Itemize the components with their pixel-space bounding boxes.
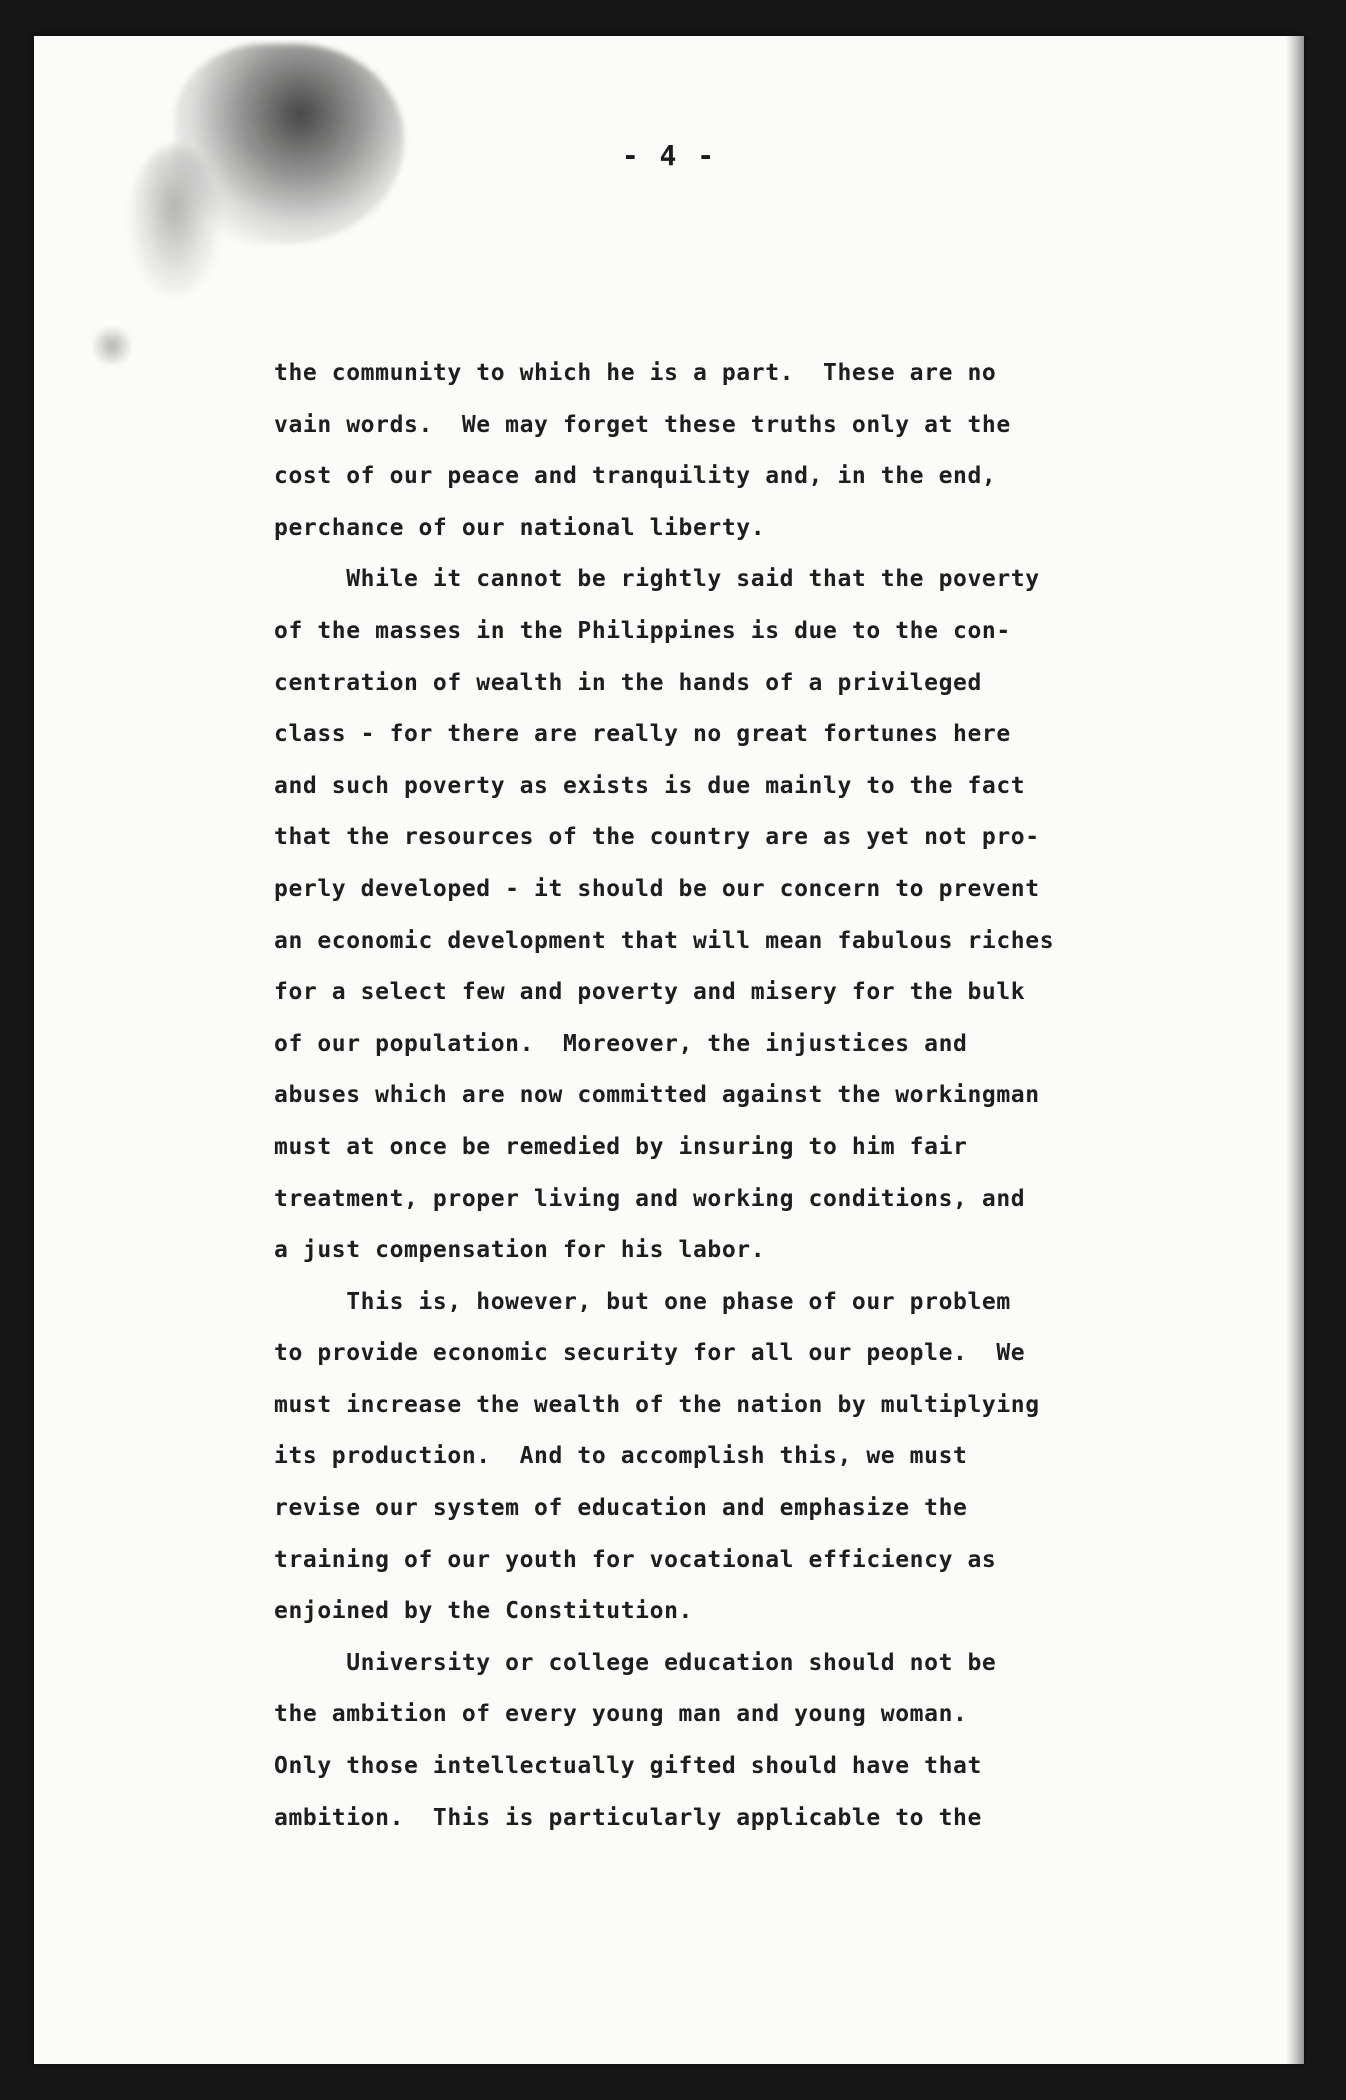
- text-line: a just compensation for his labor.: [274, 1237, 766, 1264]
- text-line: cost of our peace and tranquility and, in the end,: [274, 463, 997, 490]
- text-line: the ambition of every young man and young woman.: [274, 1701, 968, 1728]
- text-line: vain words. We may forget these truths only at the: [274, 411, 1011, 438]
- text-line: centration of wealth in the hands of a privileged: [274, 669, 982, 696]
- ink-spot: [92, 326, 132, 366]
- text-line: of the masses in the Philippines is due to the con-: [274, 617, 1011, 644]
- text-line: must at once be remedied by insuring to him fair: [274, 1133, 968, 1160]
- typewritten-page: [34, 36, 1304, 2064]
- text-line: revise our system of education and emphasize the: [274, 1495, 968, 1522]
- text-line: treatment, proper living and working conditions, and: [274, 1185, 1026, 1212]
- text-line: an economic development that will mean fabulous riches: [274, 927, 1055, 954]
- text-line: for a select few and poverty and misery for the bulk: [274, 979, 1026, 1006]
- text-line: While it cannot be rightly said that the poverty: [274, 566, 1040, 593]
- paper-edge-shadow: [1286, 36, 1304, 2064]
- text-line: to provide economic security for all our people. We: [274, 1340, 1026, 1367]
- text-line: class - for there are really no great fortunes here: [274, 721, 1011, 748]
- text-line: perly developed - it should be our concern to prevent: [274, 875, 1040, 902]
- text-line: University or college education should not be: [274, 1649, 997, 1676]
- text-line: perchance of our national liberty.: [274, 514, 766, 541]
- text-line: and such poverty as exists is due mainly to the fact: [274, 772, 1026, 799]
- text-line: the community to which he is a part. These are no: [274, 360, 997, 386]
- text-line: abuses which are now committed against the workingman: [274, 1082, 1040, 1109]
- text-line: must increase the wealth of the nation by multiplying: [274, 1391, 1040, 1418]
- text-line: of our population. Moreover, the injustices and: [274, 1030, 968, 1057]
- text-line: that the resources of the country are as yet not pro-: [274, 824, 1040, 851]
- page-number: - 4 -: [621, 139, 717, 172]
- text-line: ambition. This is particularly applicable to the: [274, 1804, 982, 1831]
- text-line: Only those intellectually gifted should have that: [274, 1753, 982, 1780]
- text-line: enjoined by the Constitution.: [274, 1598, 693, 1625]
- text-line: This is, however, but one phase of our problem: [274, 1288, 1011, 1315]
- text-line: its production. And to accomplish this, we must: [274, 1443, 968, 1470]
- body-text: [274, 348, 1174, 1844]
- text-line: training of our youth for vocational efficiency as: [274, 1546, 997, 1573]
